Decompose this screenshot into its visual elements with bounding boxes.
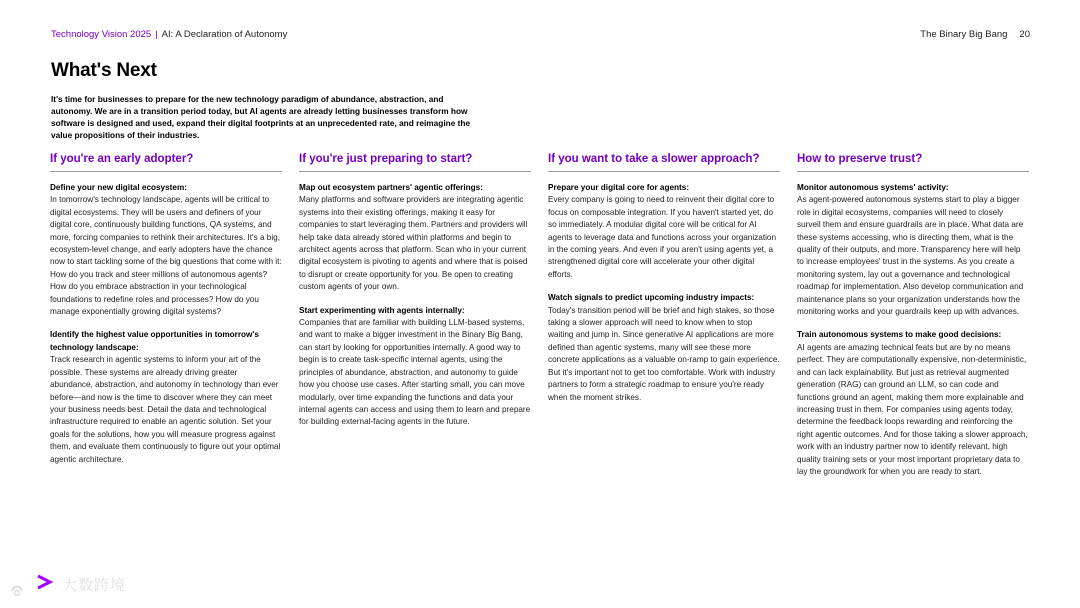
content-block: [50, 329, 282, 465]
block-title: Identify the highest value opportunities in tomorrow's technology landscape:: [50, 330, 259, 352]
header-right: [920, 29, 1030, 40]
watermark-text: 大数跨境: [62, 576, 127, 594]
block-body: AI agents are amazing technical feats but are by no means perfect. They are computationally expensive, non-deterministic, and can lack explainability. But just as retrieval augmented generation (RAG) can ground an LLM, so can code and functions ground an agent, making them more explainable and increasing trust in them. For companies using agents today, determine the feedback loops rewarding and reinforcing the right agentic outcomes. And for those taking a slower approach, work with an industry partner now to identify relevant, high quality training sets or your most important proprietary data to lay the groundwork for when you are ready to start.: [797, 342, 1028, 476]
block-title: Train autonomous systems to make good decisions:: [797, 330, 1002, 340]
block-title: Prepare your digital core for agents:: [548, 183, 690, 192]
content-block: [299, 305, 531, 429]
content-block: [797, 182, 1029, 318]
report-brand: Technology Vision 2025: [51, 29, 152, 40]
block-title: Define your new digital ecosystem:: [50, 183, 187, 192]
block-title: Monitor autonomous systems' activity:: [797, 183, 949, 192]
block-title: Watch signals to predict upcoming industry impacts:: [548, 293, 755, 303]
column-heading: If you want to take a slower approach?: [548, 153, 780, 172]
column-heading: If you're just preparing to start?: [299, 153, 531, 172]
block-body: Track research in agentic systems to inform your art of the possible. These systems are already driving greater abundance, abstraction, and autonomy in technology than ever before—and now is the time to discover where they can meet your business needs best. Detail the data and technological infrastructure required to enable an agentic solution. Set your goals for the solutions, how you will measure progress against them, and evaluate them continuously to figure out your optimal agentic architecture.: [50, 355, 281, 464]
block-title: Start experimenting with agents internally:: [299, 305, 465, 315]
column-heading: If you're an early adopter?: [50, 153, 282, 172]
content-block: [548, 292, 780, 404]
content-block: [548, 182, 780, 281]
section-title: AI: A Declaration of Autonomy: [161, 29, 288, 40]
content-block: [299, 182, 531, 294]
accenture-logo-icon: [10, 571, 58, 597]
page-title: What's Next: [51, 60, 157, 81]
intro-paragraph: It's time for businesses to prepare for the new technology paradigm of abundance, abstraction, and autonomy. We are in a transition period today, but AI agents are already letting businesses transform how software is designed and used, expand their digital footprints at an unprecedented rate, and reimagine the value propositions of their industries.: [51, 94, 471, 140]
header-separator: |: [155, 29, 158, 40]
content-block: [797, 329, 1029, 478]
block-body: Today's transition period will be brief and high stakes, so those taking a slower approach will need to know when to stop waiting and jump in. Since generative AI applications are more defined than agentic systems, many will see these more concrete applications as a valuable on-ramp to gain experience. But it's important not to get too comfortable. Work with industry partners to form a strategic roadmap to ensure you're ready when the moment strikes.: [548, 305, 780, 402]
column-early-adopter: [50, 153, 282, 477]
report-name: The Binary Big Bang: [920, 29, 1008, 40]
block-body: Companies that are familiar with building LLM-based systems, and want to make a bigger investment in the Binary Big Bang, can start by looking for opportunities internally. A good way to begin is to create task-specific internal agents, using the principles of abundance, abstraction, and autonomy to guide how you choose use cases. After starting small, you can move modularly, over time expanding the functions and data your internal agents can access and using them to learn and prepare for building external-facing agents in the future.: [299, 318, 531, 427]
footer-logo: [10, 570, 126, 598]
block-body: Every company is going to need to reinvent their digital core to focus on composable integration. If you haven't started yet, do so immediately. A modular digital core will be critical for AI agents to leverage data and functions across your organization in the coming years. And even if you aren't using agents yet, a strengthened digital core will accelerate your other digital efforts.: [548, 195, 777, 279]
content-block: [50, 182, 282, 318]
block-body: As agent-powered autonomous systems start to play a bigger role in digital ecosystems, companies will need to closely surveil them and ensure guardrails are in place. What data are these systems accessing, who is directing them, what is the quality of their outputs, and more. Transparency here will help to increase employees' trust in the systems. As you create a monitoring system, lay out a governance and technological roadmap for implementation. Also develop communication and maintenance plans so your organization understands how the monitoring works and your guardrails keep up with advances.: [797, 195, 1024, 317]
column-heading: How to preserve trust?: [797, 153, 1029, 172]
column-preserve-trust: [797, 153, 1029, 489]
page-number: 20: [1019, 29, 1030, 40]
column-slower-approach: [548, 153, 780, 415]
column-preparing-to-start: [299, 153, 531, 440]
block-body: Many platforms and software providers are integrating agentic systems into their existing offerings, making it easy for companies to start leveraging them. Partners and providers will help take data already stored within platforms and begin to architect agents across that platform. Scan who in your current digital ecosystem is pivoting to agents and where that is poised to disrupt or create opportunity for you. Be open to creating custom agents of your own.: [299, 195, 528, 292]
header-breadcrumb: [51, 29, 287, 40]
block-title: Map out ecosystem partners' agentic offerings:: [299, 183, 483, 192]
block-body: In tomorrow's technology landscape, agents will be critical to digital ecosystems. They will be users and definers of your digital core, continuously building functions, QA systems, and more, forcing companies to rethink their architectures. It's a big, ecosystem-level change, and early adopters have the chance now to start tackling some of the big questions that come with it: How do you track and steer millions of autonomous agents? How do you embrace abstraction in your technological foundations to redefine roles and processes? How do you manage exponentially growing digital systems?: [50, 195, 282, 317]
